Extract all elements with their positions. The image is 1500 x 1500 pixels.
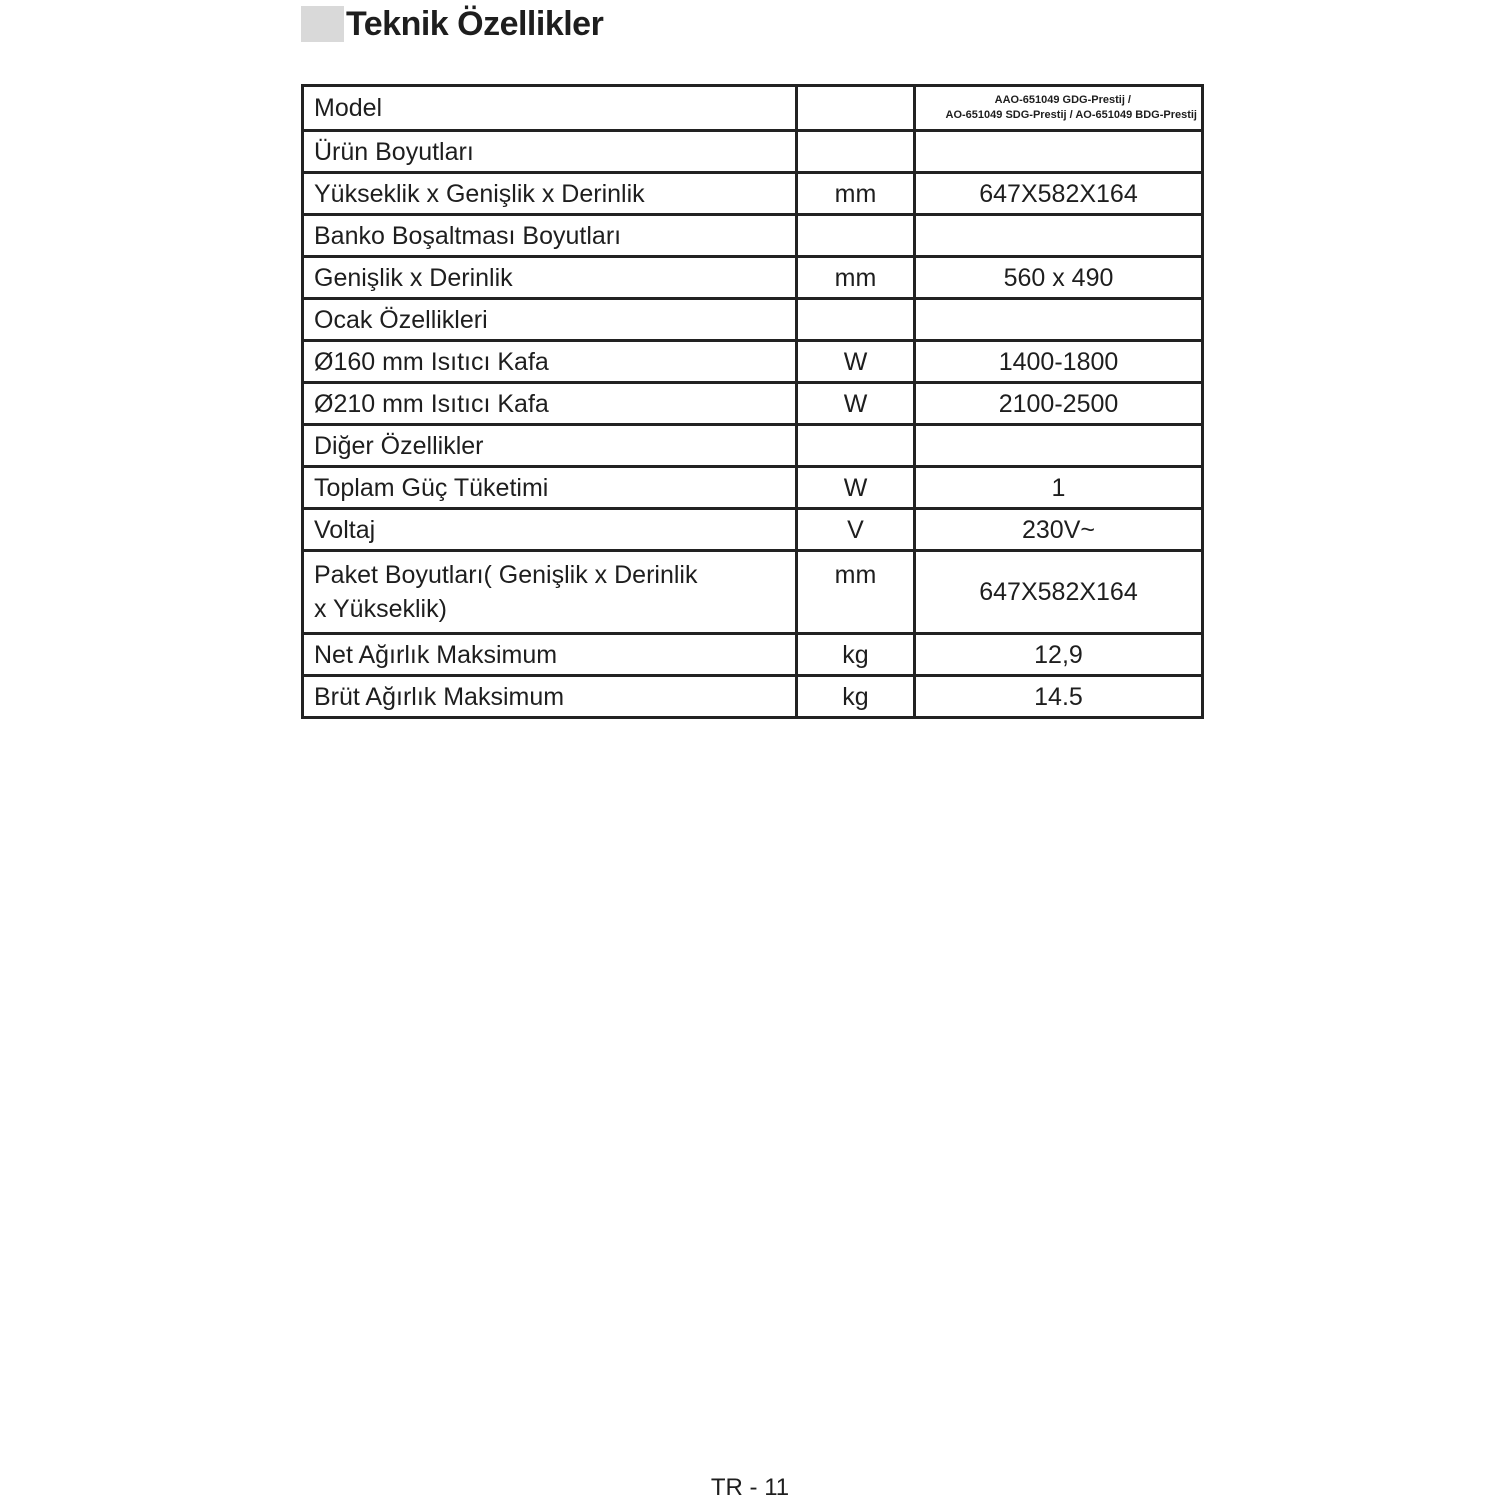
row-label: Toplam Güç Tüketimi [303, 467, 797, 509]
table-row [303, 131, 1203, 173]
table-row [303, 299, 1203, 341]
page-title: Teknik Özellikler [346, 5, 604, 43]
row-value: 14.5 [915, 676, 1203, 718]
row-label: Banko Boşaltması Boyutları [303, 215, 797, 257]
row-value: 1400-1800 [915, 341, 1203, 383]
row-unit [797, 425, 915, 467]
row-label: Yükseklik x Genişlik x Derinlik [303, 173, 797, 215]
row-unit: mm [797, 257, 915, 299]
row-value: 560 x 490 [915, 257, 1203, 299]
heading-marker [301, 6, 344, 42]
table-row [303, 173, 1203, 215]
row-label: Diğer Özellikler [303, 425, 797, 467]
table-row [303, 383, 1203, 425]
row-value: 230V~ [915, 509, 1203, 551]
table-row [303, 467, 1203, 509]
row-value [915, 425, 1203, 467]
row-unit: W [797, 383, 915, 425]
row-label: Ürün Boyutları [303, 131, 797, 173]
row-label: Ø160 mm Isıtıcı Kafa [303, 341, 797, 383]
row-label-line1: Paket Boyutları( Genişlik x Derinlik [314, 561, 698, 589]
section-heading [301, 4, 603, 44]
row-unit [797, 86, 915, 131]
row-unit: mm [797, 173, 915, 215]
row-value [915, 131, 1203, 173]
table-row [303, 215, 1203, 257]
table-row [303, 425, 1203, 467]
row-value: 647X582X164 [915, 551, 1203, 634]
row-unit [797, 215, 915, 257]
table-row-model [303, 86, 1203, 131]
row-label: Net Ağırlık Maksimum [303, 634, 797, 676]
row-label: Ø210 mm Isıtıcı Kafa [303, 383, 797, 425]
row-unit [797, 131, 915, 173]
row-value: 2100-2500 [915, 383, 1203, 425]
row-label: Ocak Özellikleri [303, 299, 797, 341]
row-label-line2: x Yükseklik) [314, 595, 447, 623]
page-number: TR - 11 [710, 1474, 790, 1500]
table-row [303, 341, 1203, 383]
row-unit: W [797, 467, 915, 509]
row-value [915, 299, 1203, 341]
row-label: Genişlik x Derinlik [303, 257, 797, 299]
spec-table [301, 84, 1204, 719]
row-unit [797, 299, 915, 341]
row-unit: kg [797, 634, 915, 676]
table-row [303, 551, 1203, 634]
row-unit: mm [797, 551, 915, 634]
model-value-line2: AO-651049 SDG-Prestij / AO-651049 BDG-Prestij [945, 109, 1197, 121]
row-unit: W [797, 341, 915, 383]
row-label [303, 551, 797, 634]
row-label: Voltaj [303, 509, 797, 551]
row-value [915, 215, 1203, 257]
row-value: 1 [915, 467, 1203, 509]
table-row [303, 676, 1203, 718]
model-value-line1: AAO-651049 GDG-Prestij / [994, 94, 1131, 106]
table-row [303, 634, 1203, 676]
table-row [303, 509, 1203, 551]
row-label: Brüt Ağırlık Maksimum [303, 676, 797, 718]
table-row [303, 257, 1203, 299]
model-value [915, 86, 1203, 131]
row-unit: kg [797, 676, 915, 718]
row-unit: V [797, 509, 915, 551]
row-value: 12,9 [915, 634, 1203, 676]
row-label: Model [303, 86, 797, 131]
row-value: 647X582X164 [915, 173, 1203, 215]
